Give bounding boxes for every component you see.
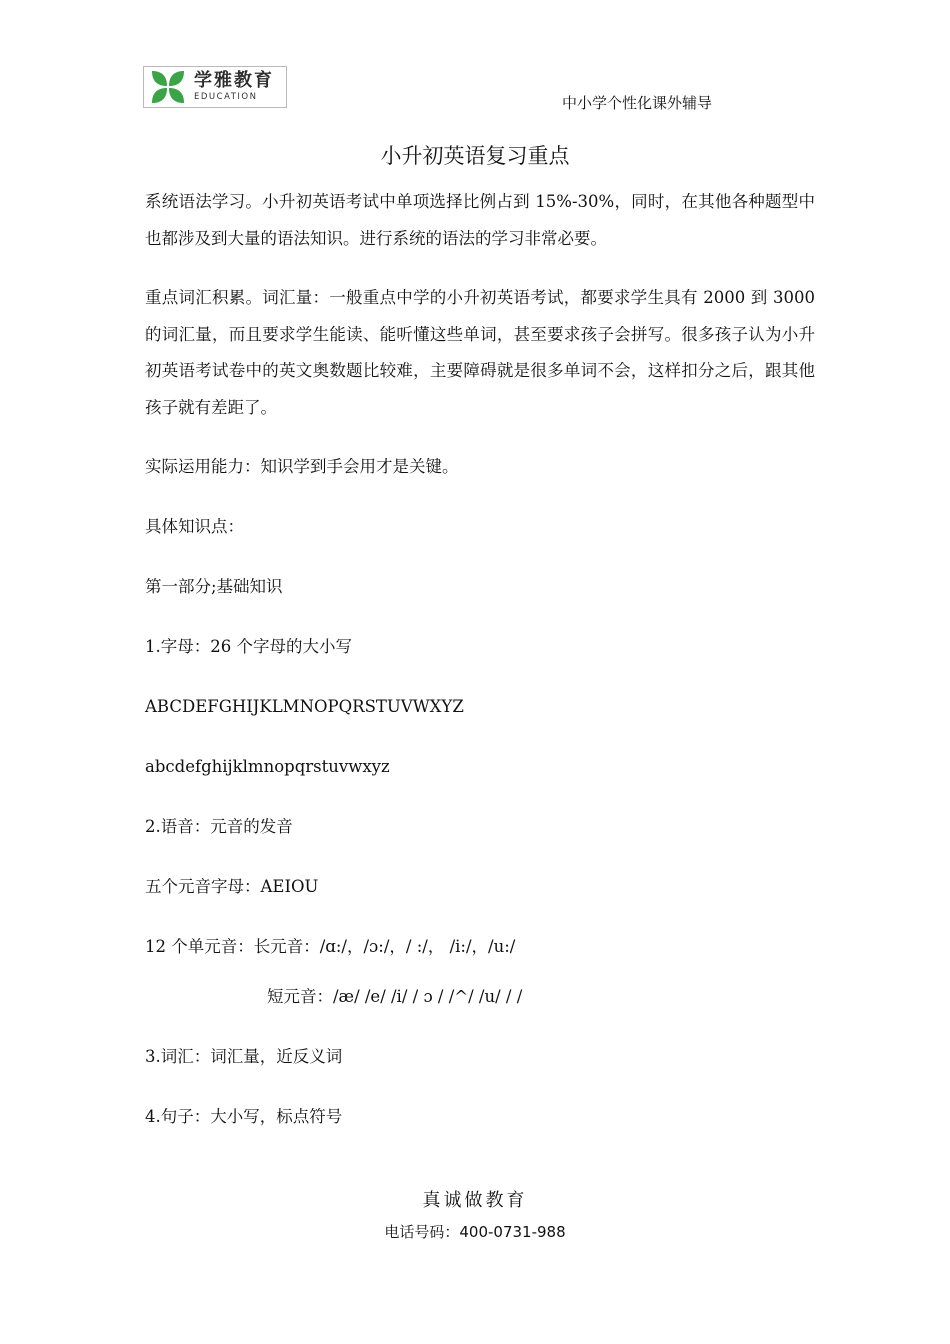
line-knowledge-points: 具体知识点： [145,517,244,536]
line-letters: 1.字母：26 个字母的大小写 [145,637,352,656]
line-application: 实际运用能力：知识学到手会用才是关键。 [145,457,459,476]
line-vowel-letters: 五个元音字母：AEIOU [145,877,319,896]
paragraph-grammar: 系统语法学习。小升初英语考试中单项选择比例占到 15%-30%，同时，在其他各种题型中也都涉及到大量的语法知识。进行系统的语法的学习非常必要。 [145,192,815,248]
clover-logo-icon [148,67,188,107]
paragraph-vocabulary: 重点词汇积累。词汇量：一般重点中学的小升初英语考试，都要求学生具有 2000 到 3000 的词汇量，而且要求学生能读、能听懂这些单词，甚至要求孩子会拼写。很多孩子认为小升初英语考试卷中的英文奥数题比较难，主要障碍就是很多单词不会，这样扣分之后，跟其他孩子就有差距了。 [145,288,815,417]
line-short-vowels: 短元音：/æ/ /e/ /i/ / ɔ / /^/ /u/ / / [267,987,523,1006]
line-lowercase-alphabet: abcdefghijklmnopqrstuvwxyz [145,757,390,776]
document-title: 小升初英语复习重点 [380,144,570,168]
footer-phone: 电话号码：400-0731-988 [384,1223,566,1241]
footer-motto: 真诚做教育 [422,1190,528,1211]
line-part-one: 第一部分;基础知识 [145,577,283,596]
line-uppercase-alphabet: ABCDEFGHIJKLMNOPQRSTUVWXYZ [145,697,464,716]
logo-chinese-name: 学雅教育 [194,70,274,92]
line-sentences: 4.句子：大小写，标点符号 [145,1107,343,1126]
line-long-vowels: 12 个单元音：长元音：/ɑ:/，/ɔ:/，/ :/， /i:/，/u:/ [145,937,516,956]
document-body [145,184,815,1159]
line-phonetics: 2.语音：元音的发音 [145,817,293,836]
logo-english-name: EDUCATION [194,92,258,103]
brand-logo [143,66,287,108]
header-tagline: 中小学个性化课外辅导 [562,94,713,112]
line-vocabulary: 3.词汇：词汇量，近反义词 [145,1047,343,1066]
